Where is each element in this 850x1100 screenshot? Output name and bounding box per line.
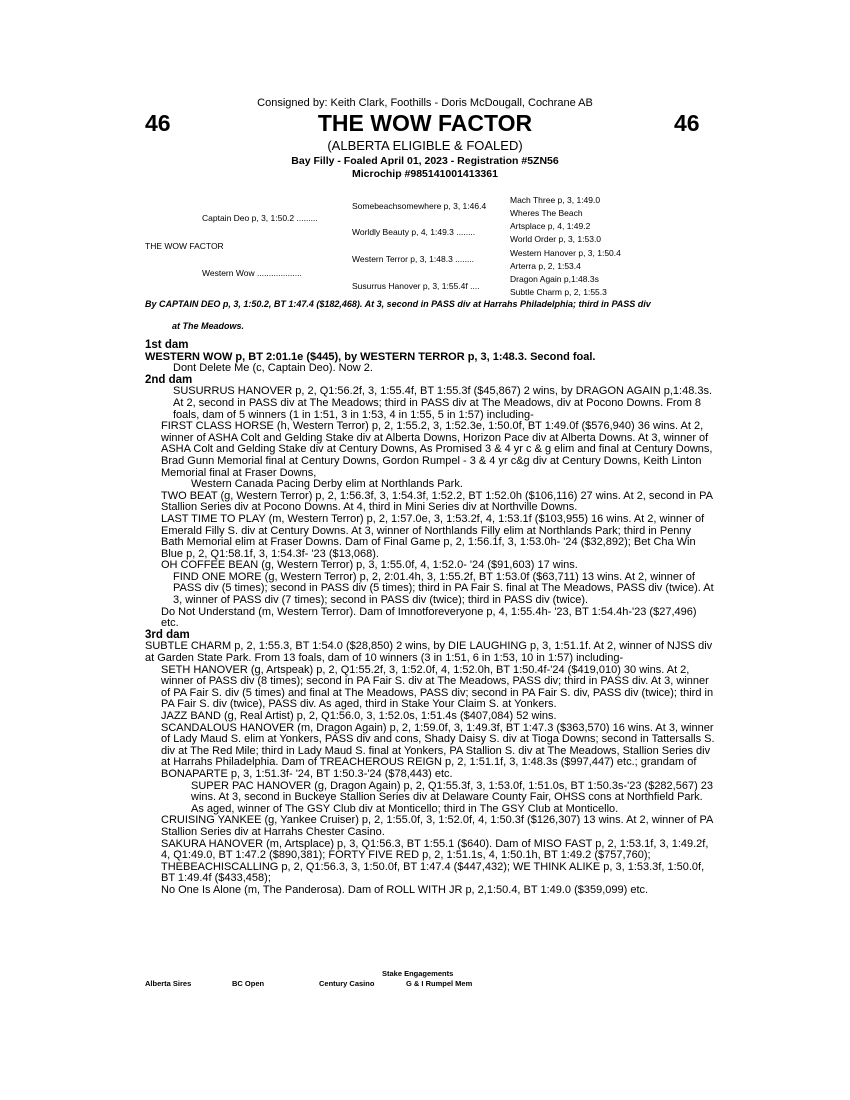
pedigree-dam-dam: Susurrus Hanover p, 3, 1:55.4f .... xyxy=(352,281,480,291)
pedigree-g1: Mach Three p, 3, 1:49.0 xyxy=(510,195,601,205)
pedigree-sire: Captain Deo p, 3, 1:50.2 ......... xyxy=(202,213,318,223)
third-dam-heading: 3rd dam xyxy=(145,628,190,641)
second-dam-foal: LAST TIME TO PLAY (m, Western Terror) p, 2, 1:57.0e, 3, 1:53.2f, 4, 1:53.1f ($103,955) 16 wins. At 2, winner of Emerald Filly S. div at Century Downs. At 3, winner of Northlands Filly elim at Northlands Park; third in Penny Bath Memorial elim at Fraser Downs. Dam of Final Game p, 2, 1:56.1f, 3, 1:53.0h- '24 ($32,892); Bet Cha Win Blue p, 2, Q1:58.1f, 3, 1:54.3f- '23 ($13,068). xyxy=(161,512,705,560)
pedigree-dam: Western Wow ................... xyxy=(202,268,302,278)
third-dam-foal: CRUISING YANKEE (g, Yankee Cruiser) p, 2, 1:55.0f, 3, 1:52.0f, 4, 1:50.3f ($126,307) 13 wins. At 2, winner of PA Stallion Series div at Harrahs Chester Casino. xyxy=(161,814,713,838)
second-dam-record: SUSURRUS HANOVER p, 2, Q1:56.2f, 3, 1:55.4f, BT 1:55.3f ($45,867) 2 wins, by DRAGON AGAIN p,1:48.3s. At 2, second in PASS div at The Meadows; third in PASS div at The Meadows, div at Pocono Downs. From 8 foals, dam of 5 winners (1 in 1:51, 3 in 1:53, 4 in 1:55, 5 in 1:57) including- xyxy=(173,385,713,421)
pedigree-sire-sire: Somebeachsomewhere p, 3, 1:46.4 xyxy=(352,201,487,211)
sire-summary: By CAPTAIN DEO p, 3, 1:50.2, BT 1:47.4 ($182,468). At 3, second in PASS div at Harrahs Philadelphia; third in PASS div xyxy=(145,299,651,309)
sire-summary-cont: at The Meadows. xyxy=(172,321,245,331)
produce-record xyxy=(145,340,715,897)
third-dam-foal: SUPER PAC HANOVER (g, Dragon Again) p, 2, Q1:55.3f, 3, 1:53.0f, 1:51.0s, BT 1:50.3s-'23 ($282,567) 23 wins. At 3, second in Buckeye Stallion Series div at Delaware County Fair, OHSS cons at Northfield Park. As aged, winner of The GSY Club div at Monticello; third in The GSY Club at Monticello. xyxy=(191,779,714,815)
second-dam-foal: Do Not Understand (m, Western Terror). Dam of Imnotforeveryone p, 4, 1:55.4h- '23, BT 1:54.4h-'23 ($27,496) etc. xyxy=(161,605,697,630)
horse-name: THE WOW FACTOR xyxy=(317,110,533,136)
lot-number-left: 46 xyxy=(145,110,171,136)
pedigree-g6: Arterra p, 2, 1:53.4 xyxy=(510,261,581,271)
pedigree-g8: Subtle Charm p, 2, 1:55.3 xyxy=(510,287,607,297)
stake-item: BC Open xyxy=(232,979,265,988)
second-dam-foal: Western Canada Pacing Derby elim at Northlands Park. xyxy=(191,478,463,491)
second-dam-foal: FIRST CLASS HORSE (h, Western Terror) p, 2, 1:55.2, 3, 1:52.3e, 1:50.0f, BT 1:49.0f ($576,940) 36 wins. At 2, winner of ASHA Colt and Gelding Stake div at Alberta Downs, Horizon Pace div at Alberta Downs. At 3, winner of ASHA Colt and Gelding Stake div at Century Downs, As Promised 3 & 4 yr c & g elim and final at Century Downs, Brad Gunn Memorial final at Century Downs, Gordon Rumpel - 3 & 4 yr c&g div at Century Downs, Keith Linton Memorial final at Fraser Downs, xyxy=(161,420,713,479)
stake-item: Century Casino xyxy=(319,979,375,988)
second-dam-heading: 2nd dam xyxy=(145,373,193,386)
pedigree-g5: Western Hanover p, 3, 1:50.4 xyxy=(510,248,621,258)
eligibility: (ALBERTA ELIGIBLE & FOALED) xyxy=(327,138,523,153)
stake-engagements-title: Stake Engagements xyxy=(382,969,454,978)
first-dam-line: WESTERN WOW p, BT 2:01.1e ($445), by WESTERN TERROR p, 3, 1:48.3. Second foal. xyxy=(145,350,596,363)
pedigree-horse: THE WOW FACTOR xyxy=(145,241,224,251)
third-dam-foal: SCANDALOUS HANOVER (m, Dragon Again) p, 2, 1:59.0f, 3, 1:49.3f, BT 1:47.3 ($363,570) 16 wins. At 3, winner of Lady Maud S. elim at Yonkers, PASS div and cons, Shady Daisy S. div at Tioga Downs; second in Tattersalls S. div at The Red Mile; third in Lady Maud S. final at Yonkers, PA Stallion S. div at The Meadows, Stallion Series div at Harrahs Philadelphia. Dam of TREACHEROUS REIGN p, 2, 1:51.1f, 3, 1:48.3s ($997,447) etc.; grandam of BONAPARTE p, 3, 1:51.3f- '24, BT 1:50.3-'24 ($78,443) etc. xyxy=(161,721,715,780)
second-dam-foal: FIND ONE MORE (g, Western Terror) p, 2, 2:01.4h, 3, 1:55.2f, BT 1:53.0f ($63,711) 13 wins. At 2, winner of PASS div (5 times); second in PASS div (5 times); third in PA Fair S. final at The Meadows, PASS div (twice). At 3, winner of PASS div (7 times); second in PASS div (twice); third in PASS div (twice). xyxy=(173,570,714,607)
third-dam-foal: No One Is Alone (m, The Panderosa). Dam of ROLL WITH JR p, 2,1:50.4, BT 1:49.0 ($359,099) etc. xyxy=(161,883,649,896)
pedigree-sire-dam: Worldly Beauty p, 4, 1:49.3 ........ xyxy=(352,227,476,237)
stake-item: G & I Rumpel Mem xyxy=(406,979,473,988)
third-dam-foal: SAKURA HANOVER (m, Artsplace) p, 3, Q1:56.3, BT 1:55.1 ($640). Dam of MISO FAST p, 2, 1:53.1f, 3, 1:49.2f, 4, Q1:49.0, BT 1:47.2 ($890,381); FORTY FIVE RED p, 2, 1:51.1s, 4, 1:50.1h, BT 1:49.2 ($757,760); THEBEACHISCALLING p, 2, Q1:56.3, 3, 1:50.0f, BT 1:47.4 ($447,432); WE THINK ALIKE p, 3, 1:53.3f, 1:50.0f, BT 1:49.4f ($433,458); xyxy=(161,837,709,885)
third-dam-foal: JAZZ BAND (g, Real Artist) p, 2, Q1:56.0, 3, 1:52.0s, 1:51.4s ($407,084) 52 wins. xyxy=(161,710,557,722)
pedigree-dam-sire: Western Terror p, 3, 1:48.3 ........ xyxy=(352,254,475,264)
third-dam-record: SUBTLE CHARM p, 2, 1:55.3, BT 1:54.0 ($28,850) 2 wins, by DIE LAUGHING p, 3, 1:51.1f. At 2, winner of NJSS div at Garden State Park. From 13 foals, dam of 10 winners (3 in 1:51, 6 in 1:53, 10 in 1:57) including- xyxy=(145,640,713,665)
lot-number-right: 46 xyxy=(674,110,700,136)
pedigree-g4: World Order p, 3, 1:53.0 xyxy=(510,234,602,244)
stake-item: Alberta Sires xyxy=(145,979,192,988)
microchip: Microchip #985141001413361 xyxy=(352,168,498,180)
pedigree-g2: Wheres The Beach xyxy=(510,208,583,218)
first-dam-heading: 1st dam xyxy=(145,339,189,351)
foal-description: Bay Filly - Foaled April 01, 2023 - Registration #5ZN56 xyxy=(291,155,559,167)
third-dam-foal: SETH HANOVER (g, Artspeak) p, 2, Q1:55.2f, 3, 1:52.0f, 4, 1:52.0h, BT 1:50.4f-'24 ($419,010) 30 wins. At 2, winner of PASS div (8 times); second in PA Fair S. div at The Meadows, PASS div; third in PASS div. At 3, winner of PA Fair S. div (5 times) and final at The Meadows, PASS div; second in PA Fair S. div, PASS div (twice); third in PA Fair S. div (twice), PASS div. As aged, third in Stake Your Claim S. at Yonkers. xyxy=(161,663,714,711)
second-dam-foal: TWO BEAT (g, Western Terror) p, 2, 1:56.3f, 3, 1:54.3f, 1:52.2, BT 1:52.0h ($106,116) 27 wins. At 2, second in PA Stallion Series div at Pocono Downs. At 4, third in Mini Series div at Northville Downs. xyxy=(161,489,713,514)
consigned-by: Consigned by: Keith Clark, Foothills - Doris McDougall, Cochrane AB xyxy=(257,97,593,109)
first-dam-foal: Dont Delete Me (c, Captain Deo). Now 2. xyxy=(173,362,373,375)
second-dam-foal: OH COFFEE BEAN (g, Western Terror) p, 3, 1:55.0f, 4, 1:52.0- '24 ($91,603) 17 wins. xyxy=(161,559,578,572)
pedigree-g7: Dragon Again p,1:48.3s xyxy=(510,274,599,284)
pedigree-g3: Artsplace p, 4, 1:49.2 xyxy=(510,221,591,231)
